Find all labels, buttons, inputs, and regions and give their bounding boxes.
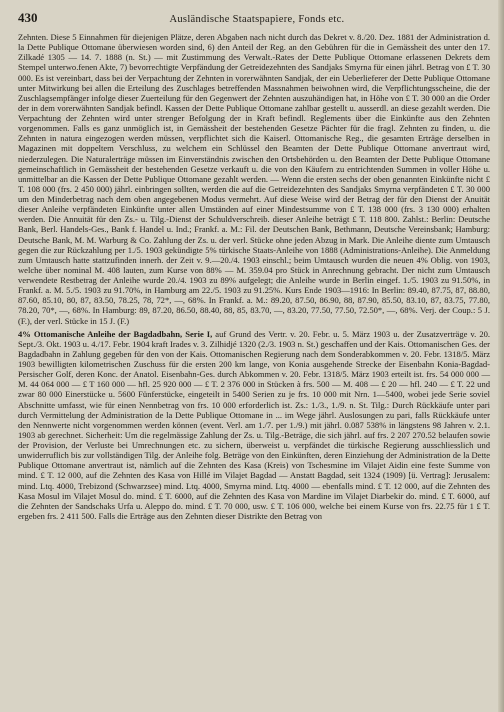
paragraph-text: auf Grund des Vertr. v. 20. Febr. u. 5. März 1903 u. der Zusatzverträge v. 20. Sept./3. Okt. 1903 u. 4./17. Febr. 1904 kraft Irades v. 3. Zilhidjé 1320 (2./3. 1903 n. St.) geschaffen und der Kais. Ottomanischen Ges. der Bagdadbahn in Zahlung gegeben für den von der Kais. Ottomanischen Regierung nach dem Sonderabkommen v. 20. Febr. 1318/5. März 1903 bewilligten kilometrischen Zuschuss für die ersten 200 km lange, von Konia ausgehende Strecke der Eisenbahn Konia-Bagdad-Persischer Golf, deren Konc. der Anatol. Eisenbahn-Ges. durch Abkommen v. 20. Febr. 1318/5. März 1903 erteilt ist. frs. 54 000 000 — M. 44 064 000 — £ T 160 000 — hfl. 25 920 000 — £ T. 2 376 000 in Stücken à frs. 500 — M. 408 — £ 20 — hfl. 240 — £ T. 22 und zwar 80 000 Einerstücke u. 5600 Fünferstücke, eingeteilt in 5400 Serien zu je frs. 10 000 mit Nrn. 1—5400, wobei jede Serie soviel Abschnitte umfasst, wie für einen Nennbetrag von frs. 10 000 erforderlich ist. Zs.: 1./3., 1./9. n. St. Tilg.: Durch Rückkäufe unter pari durch Vermittelung der Administration de la Dette Publique Ottomane in ... im Wege jährl. Auslosungen zu pari, falls Rückkäufe unter den Nennwerte nicht vorgenommen werden können (event. Verl. am 1./7. per 1./9.) mit jährl. 0.087 538% in längstens 98 Jahren v. 2.1. 1903 ab gerechnet. Sicherheit: Um die regelmässige Zahlung der Zs. u. Tilg.-Beträge, die sich jährl. auf frs. 2 207 270.52 belaufen sowie der Provision, der Verluste bei Umrechnungen etc. zu sichern, überweist u. verpfändet die türkische Regierung ausschliesslich und unwiderruflich bis zur vollständigen Tilg. der Anleihe folg. Beträge von den Einkünften, deren Einziehung der Administration de la Dette Publique Ottomane anvertraut ist, nämlich auf die Zehnten des Kasa (Kreis) von Tschesmine im Vilajet Aidin eine feste Summe von mind. £ T. 12 000, auf die Zehnten des Kasa von Hillé im Vilajet Bagdad — Anstatt Bagdad, seit 1324 (1909) [ü. Vertrag]: Jerusalem: mind. Ltq. 4000, Trebizond (Schwarzsee) mind. Ltq. 4000, Smyrna mind. Ltq. 4000 — ebenfalls mind. £ T. 12 000, auf die Zehnten des Kasa Mosul im Vilajet Mosul do. mind. £ T. 6000, auf die Zehnten des Kasa von Mardine im Vilajet Diarbekir do. mind. £ T. 6000, auf die Zehnten der Sandschaks Urfa u. Aleppo do. mind. £ T. 70 000, usw. £ T. 106 000, welche bei einem Kurse von frs. 22.75 für 1 £ T. ergeben frs. 2 411 500. Falls die Erträge aus den Zehnten dieser Distrikte den Betrag von xyxy=(18,328,491,521)
page-number: 430 xyxy=(18,10,38,25)
paragraph-smyrna-loan xyxy=(18,32,490,326)
paragraph-bagdadbahn-loan xyxy=(18,329,490,521)
page-header xyxy=(18,10,490,32)
section-heading-bagdadbahn: 4% Ottomanische Anleihe der Bagdadbahn, Serie I, xyxy=(18,328,213,339)
running-head: Ausländische Staatspapiere, Fonds etc. xyxy=(169,14,345,25)
paragraph-text: Zehnten. Diese 5 Einnahmen für diejenigen Plätze, deren Abgaben nach nicht durch das Dekret v. 8./20. Dez. 1881 der Administration d. la Dette Publique Ottomane überwiesen worden sind, 6) den Anteil der Reg. an den Gebühren für die in Gemässheit des unter den 17. Zilkadé 1305 — 14. 7. 1888 (n. St.) — mit Zustimmung des Verwalt.-Rates der Dette Publique Ottomane erlassenen Dekrets dem Stempel unterwo.fenen Akte, 7) bevorrechtigte Verpfändung der Getreidezehnten des Sandjaks Smyrna für einen jährl. Betrag von £ T. 30 000. Es ist vereinbart, dass bei der Verpachtung der Zehnten in vorerwähnten Sandjak, der ein Ueberlieferer der Dette Publique Ottomane unter Mitwirkung bei allen die Erteilung des Zuschlages betreffenden Massnahmen beiwohnen wird, die Verpflichtungsscheine, die der Zuschlagsempfänger infolge dieser Zuerteilung für den Gegenwert der Zehnten auszuhändigen hat, in Höhe von £ T. 30 000 an die Order der in dem vorerwähnten Sandjak befindl. Kassen der Dette Publique Ottomane zahlbar gestellt u. ausserdl. an diese gezahlt werden. Die Verpachtung der Zehnten wird unter strenger Befolgung der in Kraft befindl. Reglements über die Einkünfte aus den Zehnten vorgenommen. Falls es ganz unmöglich ist, in Gemässheit der bestehenden Gesetze Pächter für die fragl. Zehnten zu finden, u. die Zehnten in natura eingezogen werden müssen, verpflichtet sich die Kaiserl. Ottomanische Reg., die gesamten Erträge derselben in Magazinen mit doppeltem Verschluss, zu welchem ein Schlüssel den Beamten der Dette Publique Ottomane anvertraut wird, niederzulegen. Die Naturalerträge müssen im Einverständnis zwischen den Ortsbehörden u. den Beamten der Dette Publique Ottomane gemeinschaftlich in Gemässheit der bestehenden Gesetze verkauft u. die von den Käufern zu entrichtenden Summen in voller Höhe u. unmittelbar an die Kassen der Dette Publique Ottomane gezahlt werden. — Wenn die ersten sechs der oben genannten Einkünfte nicht £ T. 108 000 (frs. 2 450 000) jährl. einbringen sollten, werden die auf die Getreidezehnten des Sandjaks Smyrna verpfändeten £ T. 30 000 um den Minderbetrag nach dem oben angegebenen Modus vermehrt. Auf diese Weise wird der Betrag der für den Dienst der Anuität dieser Anleihe verpfändeten Einkünfte unter allen Umständen auf einer Mindestsumme von £ T. 138 000 (frs. 3 130 000) erhalten werden. Die Annuität für den Zs.- u. Tilg.-Dienst der Schuldverschreib. dieser Anleihe beträgt £ T. 118 800. Zahlst.: Berlin: Deutsche Bank, Berl. Handels-Ges., Bank f. Handel u. Ind.; Frankf. a. M.: Fil. der Deutschen Bank, Bethmann, Deutsche Vereinsbank; Hamburg: Deutsche Bank, M. M. Warburg & Co. Zahlung der Zs. u. der verl. Stücke ohne jeden Abzug in Mark. Die Anleihe diente zum Umtausch gegen die zur Rückzahlung per 1./5. 1903 gekündigte 5% türkische Staats-Anleihe von 1888 (Administrations-Anleihe). Die Anmeldung zum Umtausch hatte stattzufinden innerh. der Zeit v. 9.—20./4. 1903 einschl.; beim Umtausch wurden die neuen 4% Oblig. von 1903, welche über nominal M. 408 lauten, zum Kurse von 88% — M. 359.04 pro Stück in Anrechnung gebracht. Der nicht zum Umtausch verwendete Restbetrag der Anleihe wurde 20./4. 1903 zu 89% aufgelegt; die Anleihe wurde in Berlin eingef. 1./5. 1903 zu 91.50%, in Frankf. a. M. 5./5. 1903 zu 91.70%, in Hamburg am 22./5. 1903 zu 91.25%. Kurs Ende 1903—1916: In Berlin: 89.40, 87.75, 87, 88.80, 87.60, 85.10, 80, 87, 83.50, 78.25, 78, 72*, —, 68%. In Frankf. a. M.: 89.20, 87.50, 86.90, 88, 87.90, 85.50, 83.10, 87, 83.75, 77.80, 78.20, 70*, —, 68%. In Hamburg: 89, 87.20, 86.50, 88.40, 88, 85, 83.70, —, 83.20, 77.50, 77.50, 72.50*, —, 68%. Verj. der Coup.: 5 J. (F.), der verl. Stücke in 15 J. (F.) xyxy=(18,32,490,326)
page-edge-shadow xyxy=(498,0,504,712)
page-body xyxy=(18,32,490,521)
